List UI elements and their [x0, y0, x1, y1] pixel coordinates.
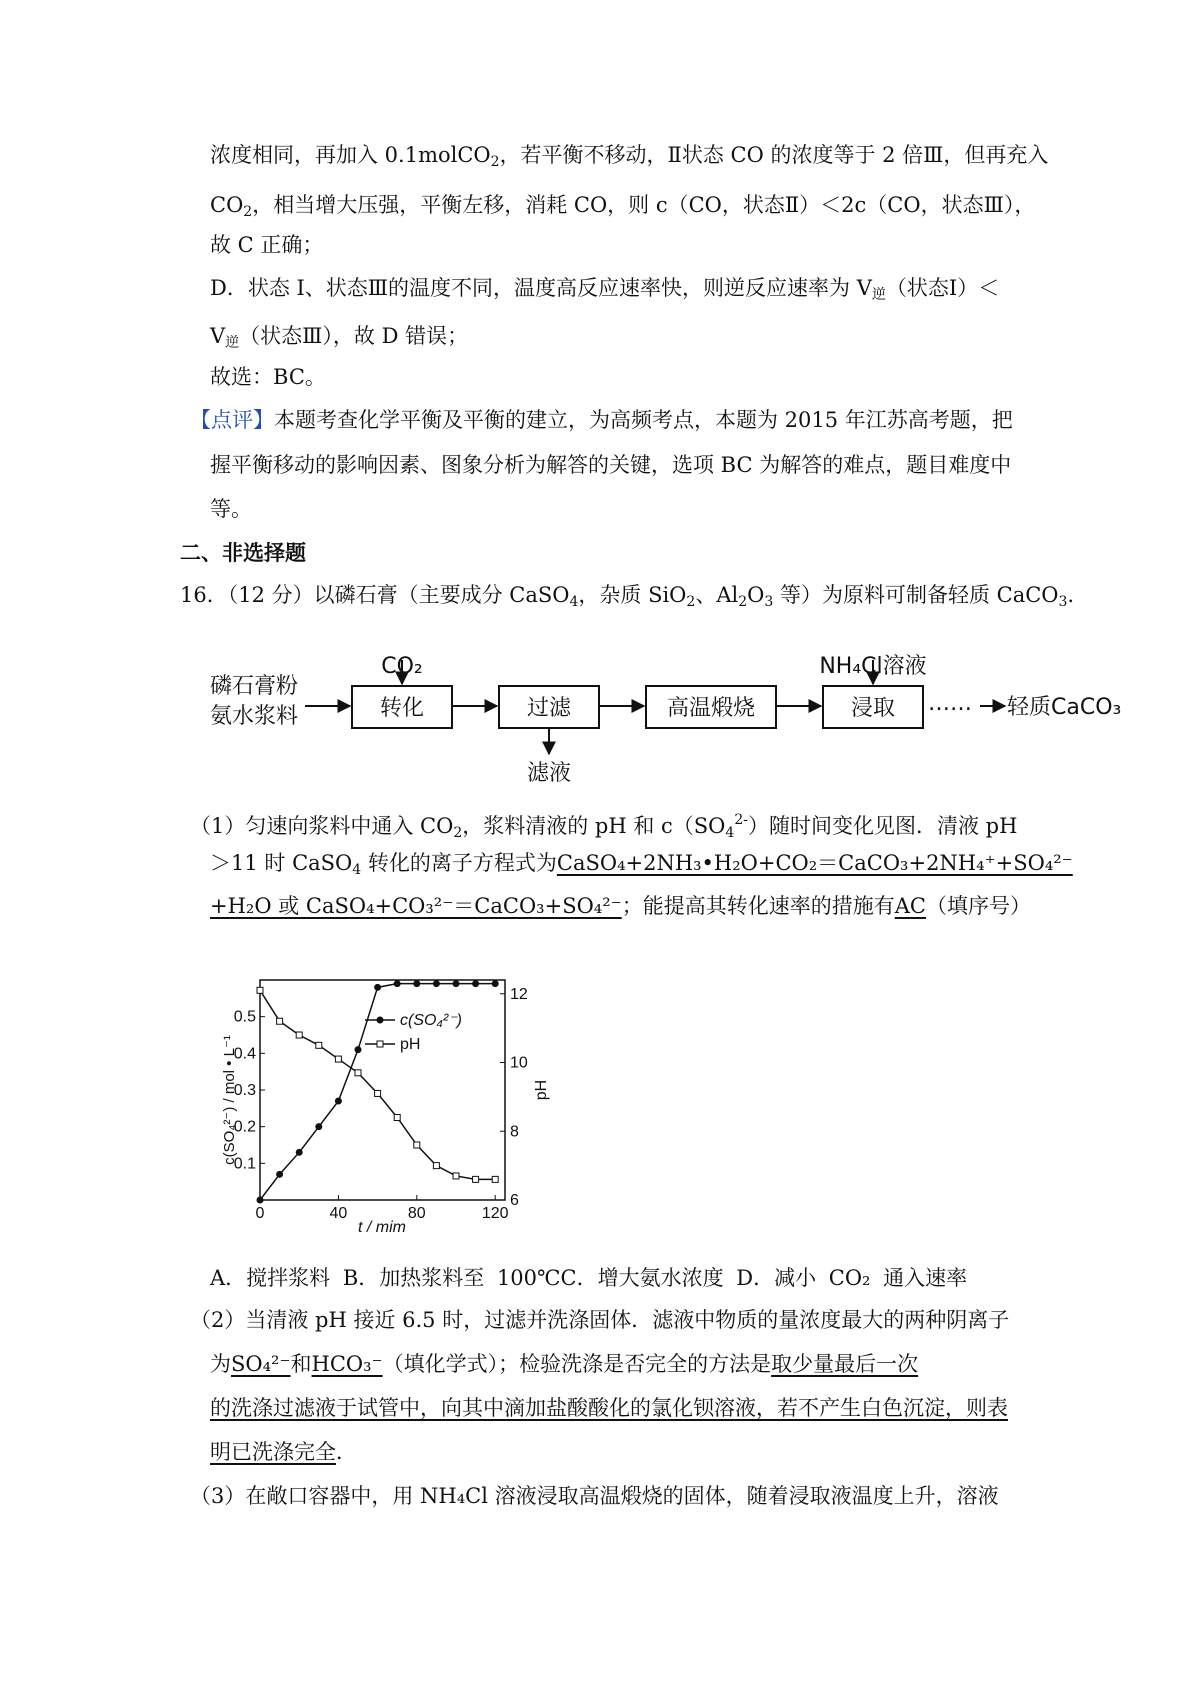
- x-tick-label: 40: [329, 1205, 348, 1222]
- y-right-tick-label: 8: [510, 1123, 519, 1141]
- text-line: 握平衡移动的影响因素、图象分析为解答的关键，选项 BC 为解答的难点，题目难度中: [210, 453, 1012, 477]
- q16-part3: （3）在敞口容器中，用 NH₄Cl 溶液浸取高温煅烧的固体，随着浸取液温度上升，溶液: [190, 1484, 999, 1508]
- text-line: 故 C 正确；: [210, 233, 324, 257]
- review-tag: 【点评】: [190, 408, 274, 432]
- ph-point: [335, 1056, 341, 1062]
- q16-part2: （2）当清液 pH 接近 6.5 时，过滤并洗涤固体．滤液中物质的量浓度最大的两种阴离子: [190, 1308, 1010, 1332]
- text-line: 浓度相同，再加入 0.1molCO$_2$，若平衡不移动，Ⅱ状态 CO 的浓度等于 2 倍Ⅲ，但再充入: [210, 143, 1049, 170]
- text-line: D．状态 I、状态Ⅲ的温度不同，温度高反应速率快，则逆反应速率为 $V_逆$（状态Ⅰ）＜: [210, 276, 1000, 303]
- answer-method-cont: 的洗涤过滤液于试管中，向其中滴加盐酸酸化的氯化钡溶液，若不产生白色沉淀，则表: [210, 1396, 1008, 1420]
- plot-frame: [260, 980, 505, 1200]
- q16-part2-line4: 明已洗涤完全．: [210, 1440, 357, 1464]
- text-line: 等。: [210, 497, 252, 521]
- x-tick-label: 80: [407, 1205, 426, 1222]
- q16-part2-line2: 为SO₄²⁻和HCO₃⁻（填化学式）；检验洗涤是否完全的方法是取少量最后一次: [210, 1352, 919, 1376]
- y-left-tick-label: 0.3: [233, 1082, 256, 1099]
- ph-point: [473, 1176, 479, 1182]
- flow-input-1: 磷石膏粉: [210, 674, 299, 699]
- q16-part2-line3: [210, 1393, 1008, 1423]
- ph-point: [414, 1142, 420, 1148]
- x-tick-label: 0: [255, 1205, 265, 1222]
- sulfate-point: [296, 1149, 303, 1156]
- ph-point: [277, 1018, 283, 1024]
- sulfate-point: [374, 984, 381, 991]
- q16-part1-line3: +H₂O 或 CaSO₄+CO₃²⁻＝CaCO₃+SO₄²⁻；能提高其转化速率的措施有AC（填序号）: [210, 894, 1031, 918]
- answer-equation-2: +H₂O 或 CaSO₄+CO₃²⁻＝CaCO₃+SO₄²⁻: [210, 894, 622, 918]
- flow-input-2: 氨水浆料: [210, 704, 299, 729]
- sulfate-point: [472, 980, 479, 987]
- q16-part1-line2: ＞11 时 CaSO$_4$ 转化的离子方程式为CaSO₄+2NH₃•H₂O+CO₂＝CaCO₃+2NH₄⁺+SO₄²⁻: [210, 851, 1073, 878]
- sulfate-point: [355, 1046, 362, 1053]
- ph-point: [492, 1176, 498, 1182]
- text-line: 故选：BC。: [210, 365, 326, 389]
- options-line: A．搅拌浆料 B．加热浆料至 100℃C．增大氨水浓度 D．减小 CO₂ 通入速率: [210, 1266, 968, 1290]
- text-line: $CO_2$，相当增大压强，平衡左移，消耗 CO，则 c（CO，状态Ⅱ）＜2c（CO，状态Ⅲ），: [210, 193, 1036, 220]
- y-right-tick-label: 10: [510, 1054, 528, 1072]
- answer-method: 取少量最后一次: [771, 1352, 919, 1376]
- ph-point: [433, 1163, 439, 1169]
- y-left-tick-label: 0.5: [233, 1008, 256, 1026]
- answer-anion-2: HCO₃⁻: [311, 1352, 383, 1376]
- sulfate-point: [335, 1098, 342, 1105]
- legend: [365, 1012, 462, 1053]
- box-leach-label: 浸取: [850, 696, 896, 721]
- q16-part1: （1）匀速向浆料中通入 $CO_2$，浆料清液的 pH 和 $c(SO_4^{2﻿-})$随时间变化见图．清液 pH: [190, 812, 1018, 841]
- process-flow-diagram: [210, 654, 1130, 828]
- co2-label: CO₂: [381, 654, 423, 679]
- answer-equation-1: CaSO₄+2NH₃•H₂O+CO₂＝CaCO₃+2NH₄⁺+SO₄²⁻: [556, 851, 1073, 875]
- question-16: 16．（12 分）以磷石膏（主要成分 CaSO$_4$，杂质 SiO$_2$、$Al_2O_3$ 等）为原料可制备轻质 CaCO$_3$．: [180, 583, 1089, 610]
- answer-method-end: 明已洗涤完全: [210, 1440, 336, 1464]
- x-axis-label: t / mim: [358, 1219, 406, 1236]
- answer-measures: AC: [894, 894, 926, 918]
- sulfate-point: [315, 1123, 322, 1130]
- y-left-tick-label: 0.1: [233, 1155, 256, 1173]
- sulfate-point: [394, 980, 401, 987]
- y-left-tick-label: 0.2: [233, 1118, 256, 1136]
- nh4cl-label: NH₄Cl溶液: [819, 654, 927, 679]
- flow-product: 轻质CaCO₃: [1007, 695, 1122, 720]
- box-transform-label: 转化: [379, 696, 425, 721]
- y-left-label: c(SO₄²⁻) / mol • L⁻¹: [221, 1035, 238, 1165]
- x-tick-label: 120: [481, 1205, 509, 1222]
- ph-point: [375, 1090, 381, 1096]
- ph-point: [257, 987, 263, 993]
- legend-sulfate: c(SO₄²⁻): [400, 1012, 462, 1029]
- legend-ph: pH: [400, 1036, 421, 1053]
- filtrate-label: 滤液: [526, 761, 572, 786]
- sulfate-point: [433, 980, 440, 987]
- sulfate-ph-chart: [220, 970, 560, 1240]
- sulfate-point: [413, 980, 420, 987]
- box-filter-label: 过滤: [526, 696, 572, 721]
- sulfate-point: [276, 1171, 283, 1178]
- ph-point: [453, 1173, 459, 1179]
- ph-point: [394, 1115, 400, 1121]
- y-right-tick-label: 6: [510, 1192, 519, 1209]
- y-right-tick-label: 12: [510, 985, 528, 1003]
- box-calcine-label: 高温煅烧: [666, 696, 756, 721]
- sulfate-point: [257, 1197, 264, 1204]
- answer-anion-1: SO₄²⁻: [231, 1352, 291, 1376]
- section-heading: 二、非选择题: [180, 541, 306, 565]
- sulfate-point: [453, 980, 460, 987]
- ph-point: [316, 1042, 322, 1048]
- y-right-label: pH: [533, 1079, 550, 1101]
- sulfate-point: [492, 980, 499, 987]
- ph-point: [355, 1070, 361, 1076]
- review-paragraph: 【点评】本题考查化学平衡及平衡的建立，为高频考点，本题为 2015 年江苏高考题，把: [190, 408, 1013, 432]
- y-left-tick-label: 0.4: [233, 1045, 256, 1063]
- ph-point: [296, 1032, 302, 1038]
- text-line: $V_逆$（状态Ⅲ），故 D 错误；: [210, 324, 469, 351]
- flow-dots: ……: [928, 691, 972, 716]
